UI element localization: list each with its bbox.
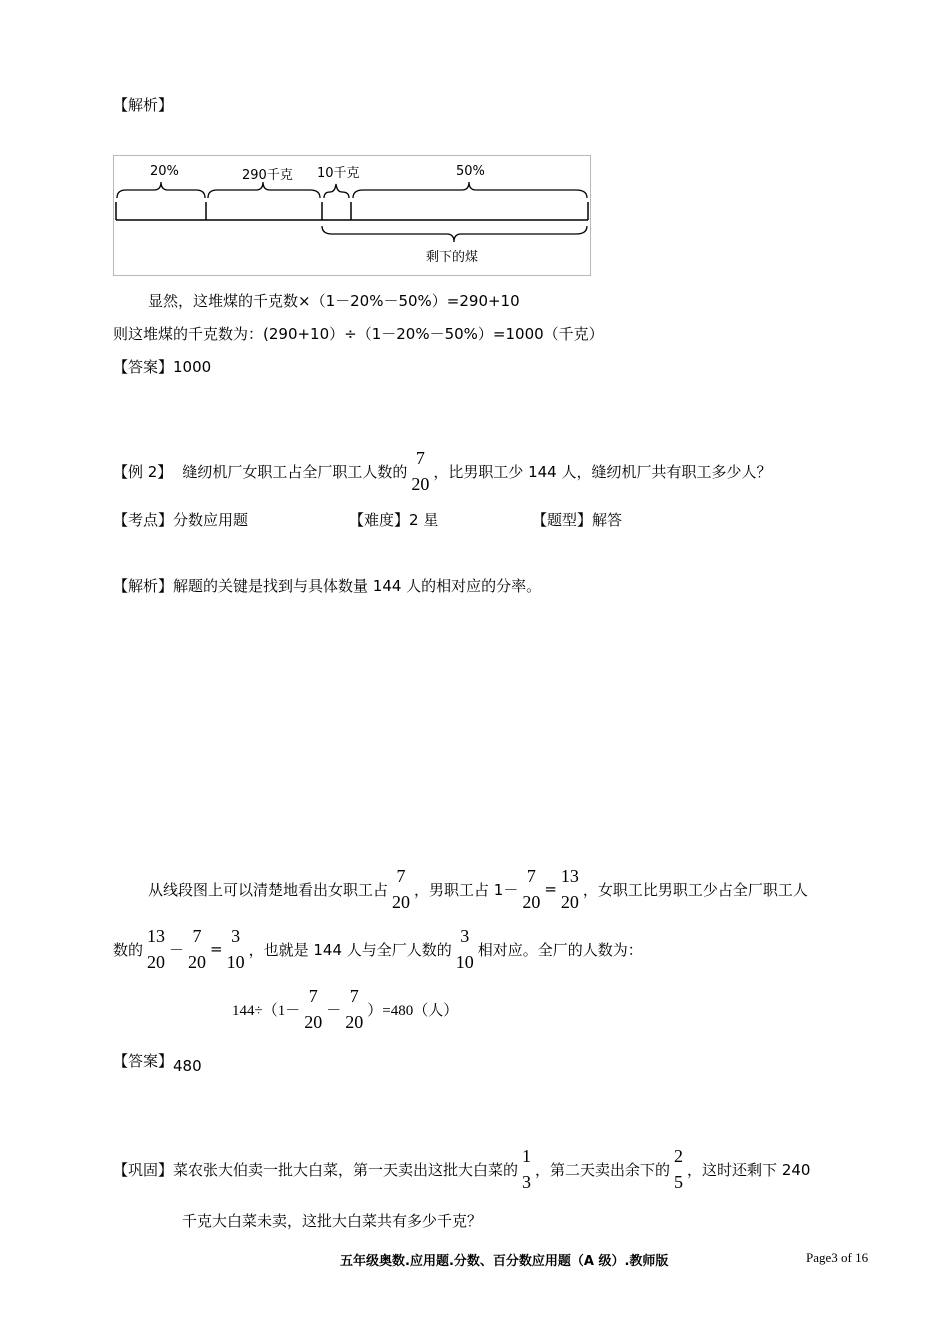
answer-value: 1000 (173, 358, 212, 376)
question-text-b: ，比男职工少 144 人，缝纫机厂共有职工多少人？ (433, 462, 772, 481)
denominator: 20 (304, 1012, 323, 1032)
label-remaining-coal: 剩下的煤 (426, 250, 479, 265)
solution-line-1: 显然，这堆煤的千克数×（1－20%－50%）=290+10 (148, 292, 520, 310)
fraction (146, 926, 166, 972)
denominator: 20 (411, 474, 430, 494)
fraction (344, 986, 364, 1032)
explanation-line-1 (148, 866, 808, 912)
denominator: 20 (147, 952, 166, 972)
analysis-text: 解题的关键是找到与具体数量 144 人的相对应的分率。 (173, 577, 542, 595)
numerator: 3 (231, 926, 241, 946)
fraction (187, 926, 207, 972)
denominator: 20 (560, 892, 579, 912)
consolidation-line-2: 千克大白菜未卖，这批大白菜共有多少千克？ (182, 1212, 483, 1230)
numerator: 7 (192, 926, 202, 946)
numerator: 7 (349, 986, 359, 1006)
tixing-label: 【题型】 (532, 511, 593, 529)
footer-title: 五年级奥数.应用题.分数、百分数应用题（A 级）.教师版 (340, 1254, 669, 1269)
text: 相对应。全厂的人数为： (477, 940, 643, 959)
meta-nandu (349, 509, 438, 530)
text: 数的 (113, 940, 144, 959)
tixing-value: 解答 (592, 511, 623, 529)
denominator: 20 (392, 892, 411, 912)
example-label: 【例 2】 (113, 462, 173, 481)
solution-line-2: 则这堆煤的千克数为：(290+10）÷（1－20%－50%）=1000（千克） (113, 325, 604, 343)
kaodian-value: 分数应用题 (173, 511, 249, 529)
numerator: 7 (415, 448, 425, 468)
explanation-line-2 (113, 926, 643, 972)
nandu-label: 【难度】 (349, 511, 410, 529)
fraction (410, 448, 430, 494)
numerator: 3 (460, 926, 470, 946)
text: ，女职工比男职工少占全厂职工人 (582, 880, 808, 899)
denominator: 10 (455, 952, 474, 972)
denominator: 5 (674, 1172, 684, 1192)
fraction (455, 926, 475, 972)
text: = (210, 940, 223, 958)
numerator: 13 (560, 866, 579, 886)
nandu-value: 2 星 (409, 511, 439, 529)
fraction (391, 866, 411, 912)
footer-page: Page3 of 16 (806, 1250, 869, 1265)
fraction (521, 1146, 532, 1192)
label-290-kg: 290千克 (242, 168, 293, 183)
analysis-2 (113, 575, 541, 596)
text: = (544, 880, 557, 898)
numerator: 13 (147, 926, 166, 946)
denominator: 3 (522, 1172, 532, 1192)
denominator: 20 (188, 952, 207, 972)
numerator: 2 (674, 1146, 684, 1166)
text: － (326, 1002, 342, 1019)
analysis-label: 【解析】 (113, 577, 174, 595)
denominator: 20 (522, 892, 541, 912)
kaodian-label: 【考点】 (113, 511, 174, 529)
example-2-question (113, 448, 772, 494)
answer-1 (113, 356, 211, 377)
numerator: 7 (308, 986, 318, 1006)
text: 从线段图上可以清楚地看出女职工占 (148, 880, 389, 899)
numerator: 1 (522, 1146, 532, 1166)
label-50-percent: 50% (456, 164, 485, 179)
text: ，也就是 144 人与全厂人数的 (248, 940, 452, 959)
fraction (226, 926, 246, 972)
label-20-percent: 20% (150, 164, 179, 179)
analysis-heading: 【解析】 (113, 96, 174, 114)
numerator: 7 (526, 866, 536, 886)
label-10-kg: 10千克 (317, 166, 360, 181)
text: 菜农张大伯卖一批大白菜，第一天卖出这批大白菜的 (173, 1160, 519, 1179)
answer-label: 【答案】 (113, 358, 174, 376)
text: ）=480（人） (367, 1002, 459, 1019)
denominator: 20 (345, 1012, 364, 1032)
text: ，这时还剩下 240 (687, 1160, 811, 1179)
fraction (673, 1146, 684, 1192)
fraction (560, 866, 580, 912)
text: － (169, 940, 185, 959)
text: ，男职工占 1－ (414, 880, 519, 899)
text: 144÷（1－ (232, 1002, 301, 1019)
fraction (521, 866, 541, 912)
formula-line (232, 986, 458, 1032)
answer-value: 480 (173, 1057, 202, 1075)
question-text-a: 缝纫机厂女职工占全厂职工人数的 (182, 462, 408, 481)
denominator: 10 (226, 952, 245, 972)
answer-2 (113, 1050, 202, 1075)
meta-kaodian (113, 509, 248, 530)
answer-label: 【答案】 (113, 1052, 174, 1070)
fraction (303, 986, 323, 1032)
meta-tixing (532, 509, 622, 530)
consolidation-question (113, 1146, 810, 1192)
line-segment-diagram (113, 155, 591, 276)
numerator: 7 (396, 866, 406, 886)
consolidation-label: 【巩固】 (113, 1160, 174, 1179)
text: ，第二天卖出余下的 (535, 1160, 671, 1179)
